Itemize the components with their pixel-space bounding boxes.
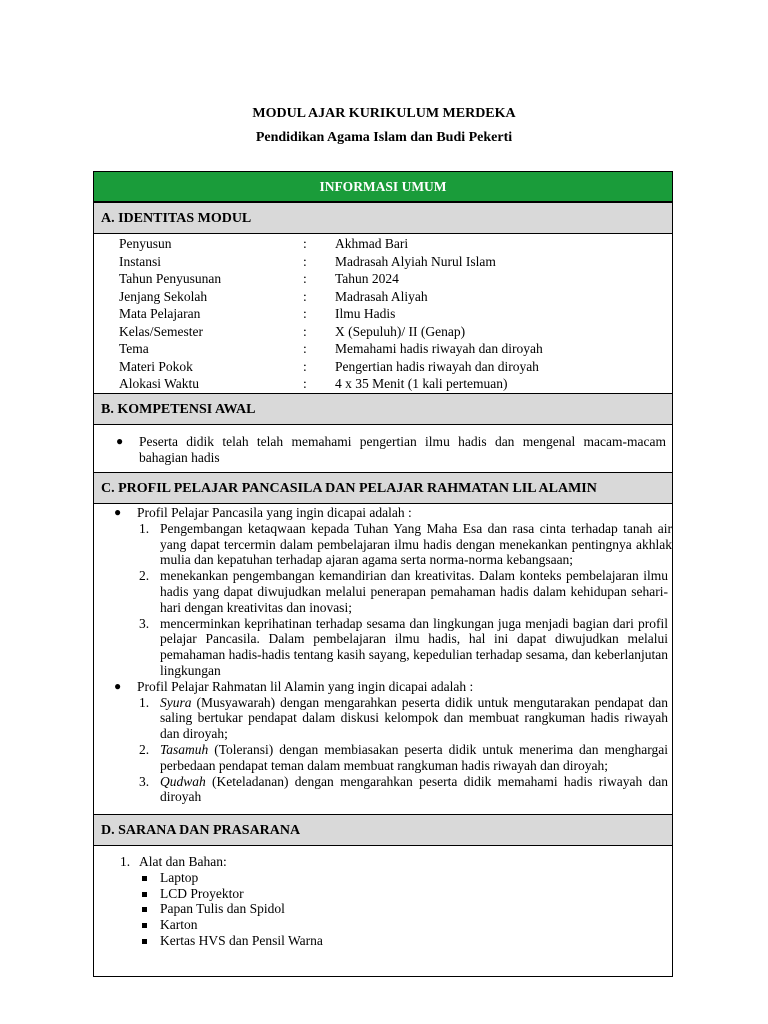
item-number: 3. (139, 615, 150, 631)
identity-key: Tahun Penyusunan (119, 271, 222, 286)
sarana-list-title (94, 854, 672, 870)
rahmatan-item (94, 742, 672, 774)
identity-key: Instansi (119, 253, 161, 269)
item-desc: (Toleransi) dengan membiasakan peserta didik untuk menerima dan menghargai perbedaan pendapat teman dalam membuat rangkuman hadis riwayah dan diroyah; (160, 741, 668, 773)
identity-colon: : (303, 253, 307, 269)
identity-colon: : (303, 306, 307, 321)
info-banner: INFORMASI UMUM (94, 172, 672, 202)
identity-colon: : (303, 323, 307, 339)
item-number: 1. (139, 694, 150, 710)
sarana-item (94, 901, 672, 917)
document-header (0, 106, 768, 146)
item-text: menekankan pengembangan kemandirian dan kreativitas. Dalam konteks pembelajaran ilmu hadis yang dapat diwujudkan melalui penerapan pemahaman hadis dalam kehidupan sehari-hari dengan kreativitas dan inovasi; (160, 568, 668, 615)
sarana-item-text: Karton (160, 917, 198, 933)
section-d-heading: D. SARANA DAN PRASARANA (94, 814, 672, 846)
sarana-item (94, 886, 672, 902)
identity-row (94, 340, 672, 358)
item-number: 2. (139, 568, 150, 584)
identity-row (94, 253, 672, 271)
identity-table (94, 235, 672, 393)
rahmatan-intro: Profil Pelajar Rahmatan lil Alamin yang ingin dicapai adalah : (137, 678, 474, 694)
identity-row (94, 235, 672, 253)
square-bullet-icon (142, 876, 147, 881)
item-term: Tasamuh (160, 741, 209, 757)
sarana-item (94, 917, 672, 933)
identity-colon: : (303, 358, 307, 374)
item-number: 1. (120, 854, 131, 869)
identity-value: Tahun 2024 (335, 271, 399, 286)
square-bullet-icon (142, 907, 147, 912)
identity-row (94, 288, 672, 306)
rahmatan-item (94, 774, 672, 806)
rahmatan-bullet (94, 679, 672, 695)
item-text (160, 695, 668, 742)
item-desc: (Musyawarah) dengan mengarahkan peserta didik untuk mengutarakan pendapat dan saling bertukar pendapat dalam diskusi kelompok dan membuat rangkuman hadis riwayah dan diroyah; (160, 694, 668, 742)
item-text (160, 742, 668, 774)
pancasila-item (94, 521, 672, 568)
identity-key: Materi Pokok (119, 358, 193, 374)
identity-colon: : (303, 376, 307, 391)
sarana-item-text: LCD Proyektor (160, 885, 244, 901)
square-bullet-icon (142, 923, 147, 928)
square-bullet-icon (142, 939, 147, 944)
list-title-text: Alat dan Bahan: (139, 854, 227, 869)
item-number: 1. (139, 520, 150, 536)
identity-row (94, 375, 672, 393)
identity-value: Ilmu Hadis (335, 306, 396, 321)
sarana-item (94, 933, 672, 949)
section-a-heading: A. IDENTITAS MODUL (94, 202, 672, 234)
section-b-heading: B. KOMPETENSI AWAL (94, 393, 672, 425)
item-desc: (Keteladanan) dengan mengarahkan peserta didik memahami hadis riwayah dan diroyah (160, 773, 668, 805)
bullet-dot-icon: ● (114, 678, 122, 693)
rahmatan-item (94, 695, 672, 742)
identity-key: Tema (119, 341, 149, 356)
identity-key: Penyusun (119, 236, 172, 251)
identity-key: Jenjang Sekolah (119, 288, 208, 304)
pancasila-intro: Profil Pelajar Pancasila yang ingin dicapai adalah : (137, 505, 412, 520)
sarana-item-text: Laptop (160, 869, 199, 885)
square-bullet-icon (142, 892, 147, 897)
identity-value: 4 x 35 Menit (1 kali pertemuan) (335, 376, 508, 391)
identity-value: X (Sepuluh)/ II (Genap) (335, 323, 466, 339)
bullet-dot-icon: ● (116, 434, 124, 448)
identity-key: Kelas/Semester (119, 323, 203, 339)
identity-colon: : (303, 288, 307, 304)
item-term: Syura (160, 694, 192, 710)
kompetensi-bullet (94, 434, 672, 466)
identity-colon: : (303, 341, 307, 356)
pancasila-item (94, 616, 672, 679)
sarana-item (94, 870, 672, 886)
item-text: Pengembangan ketaqwaan kepada Tuhan Yang Maha Esa dan rasa cinta terhadap tanah air yang dapat tercermin dalam pembelajaran ilmu hadis dengan menekankan pentingnya akhlak mulia dan kepatuhan terhadap ajaran agama serta norma-norma kebangsaan; (160, 520, 672, 568)
identity-key: Alokasi Waktu (119, 376, 200, 391)
sarana-content (94, 854, 672, 949)
document-title: MODUL AJAR KURIKULUM MERDEKA (252, 106, 516, 121)
identity-colon: : (303, 236, 307, 251)
identity-value: Akhmad Bari (335, 236, 409, 251)
profil-content (94, 505, 672, 805)
identity-row (94, 305, 672, 323)
item-text: mencerminkan keprihatinan terhadap sesama dan lingkungan juga menjadi bagian dari profil pelajar Pancasila. Dalam pembelajaran ilmu hadis, hal ini dapat diwujudkan melalui pemahaman hadis-hadis tentang kasih sayang, kepedulian terhadap sesama, dan keberlanjutan lingkungan (160, 615, 668, 678)
identity-value: Madrasah Aliyah (335, 288, 428, 304)
document-subtitle: Pendidikan Agama Islam dan Budi Pekerti (255, 130, 513, 145)
sarana-item-text: Kertas HVS dan Pensil Warna (160, 932, 323, 948)
item-number: 3. (139, 773, 150, 789)
identity-value: Memahami hadis riwayah dan diroyah (335, 341, 543, 356)
info-table (93, 171, 673, 977)
identity-row (94, 323, 672, 341)
identity-value: Pengertian hadis riwayah dan diroyah (335, 358, 539, 374)
item-number: 2. (139, 741, 150, 757)
bullet-dot-icon: ● (114, 505, 122, 519)
identity-value: Madrasah Alyiah Nurul Islam (335, 253, 496, 269)
pancasila-item (94, 568, 672, 615)
identity-row (94, 358, 672, 376)
sarana-item-text: Papan Tulis dan Spidol (160, 901, 285, 917)
item-text (160, 774, 668, 806)
identity-key: Mata Pelajaran (119, 306, 201, 321)
section-c-heading: C. PROFIL PELAJAR PANCASILA DAN PELAJAR RAHMATAN LIL ALAMIN (94, 472, 672, 504)
pancasila-bullet (94, 505, 672, 521)
item-term: Qudwah (160, 773, 206, 789)
identity-row (94, 270, 672, 288)
identity-colon: : (303, 271, 307, 286)
kompetensi-text: Peserta didik telah telah memahami pengertian ilmu hadis dan mengenal macam-macam bahagian hadis (139, 434, 666, 465)
